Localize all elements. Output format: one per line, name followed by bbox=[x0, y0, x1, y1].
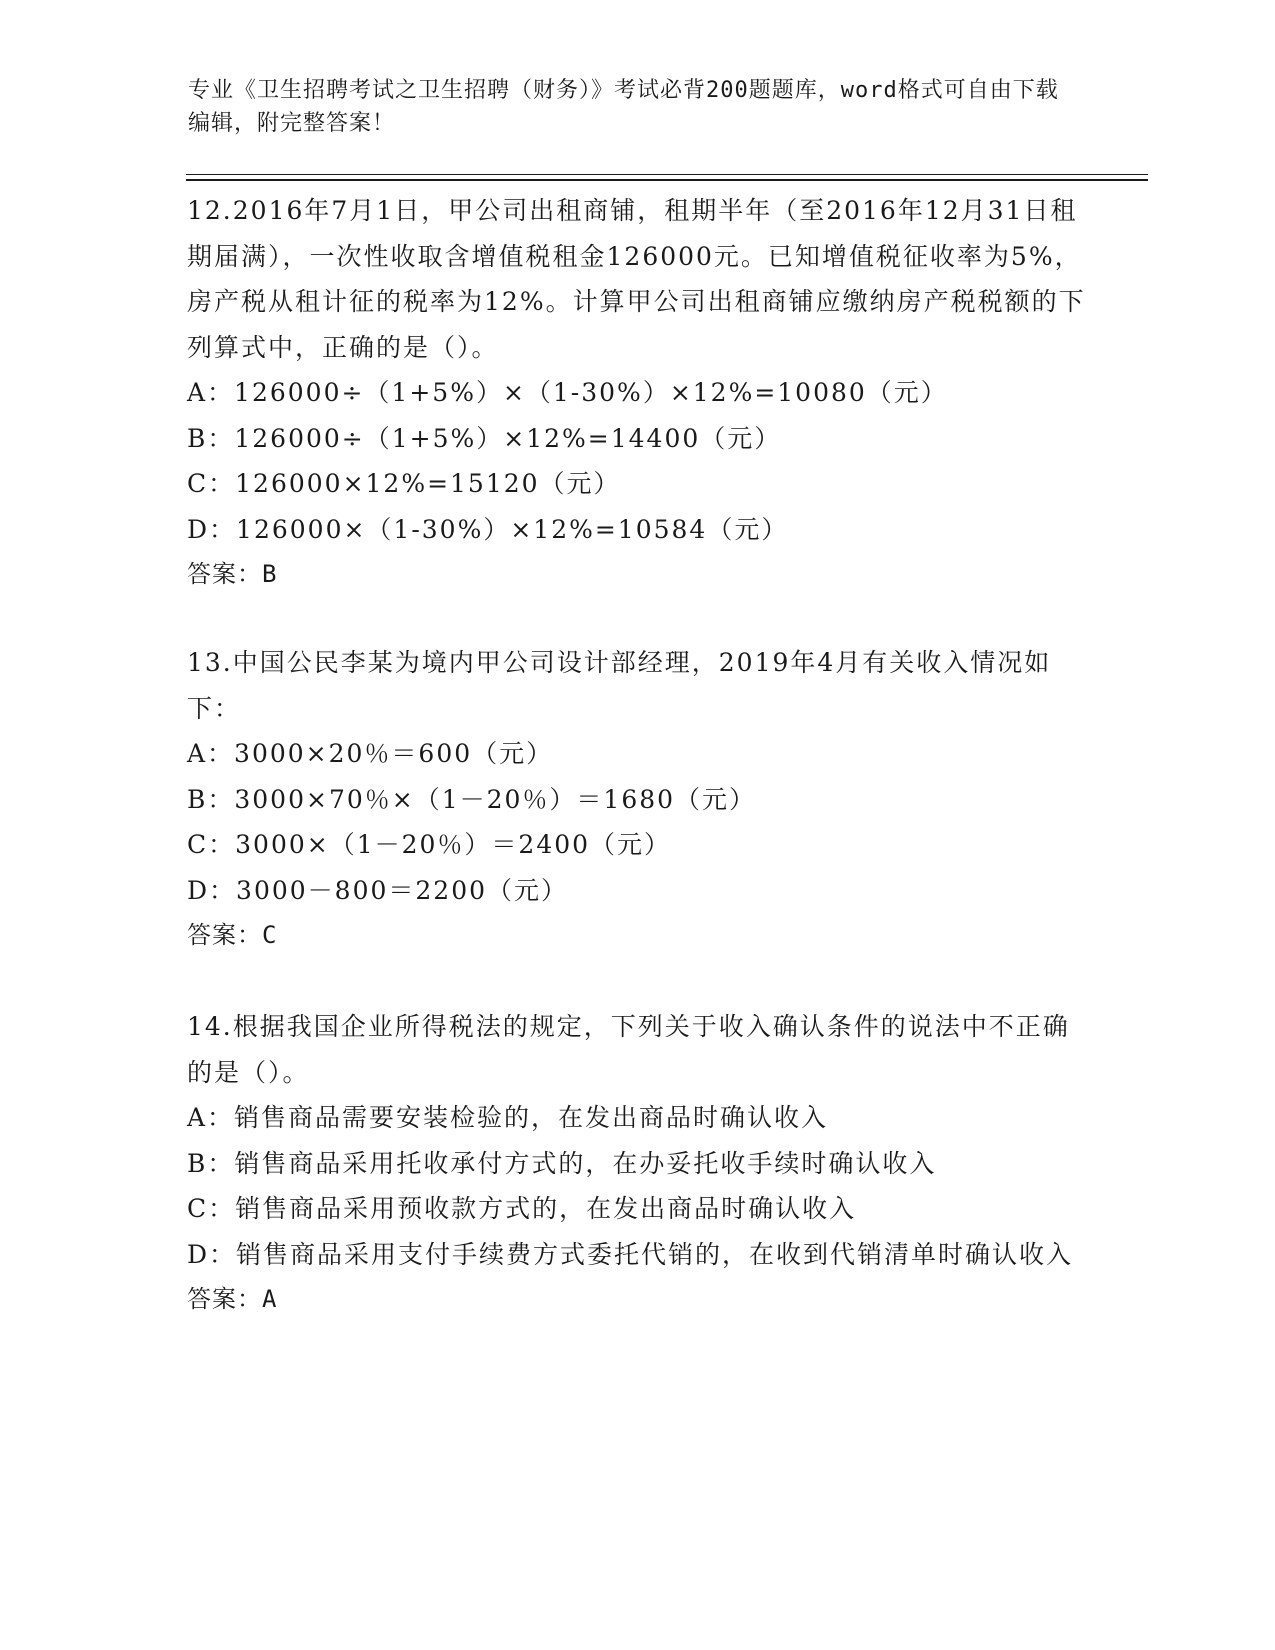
option-b: B：3000×70％×（1－20％）＝1680（元） bbox=[187, 784, 757, 814]
question-13 bbox=[187, 640, 1087, 959]
question-14 bbox=[187, 1004, 1087, 1323]
document-header: 专业《卫生招聘考试之卫生招聘（财务）》考试必背200题题库，word格式可自由下载编辑，附完整答案！ bbox=[188, 78, 1059, 136]
option-d: D：3000－800＝2200（元） bbox=[187, 875, 569, 905]
question-12 bbox=[187, 188, 1087, 598]
question-stem: 12.2016年7月1日，甲公司出租商铺，租期半年（至2016年12月31日租期届满），一次性收取含增值税租金126000元。已知增值税征收率为5%，房产税从租计征的税率为12%。计算甲公司出租商铺应缴纳房产税税额的下列算式中，正确的是（）。 bbox=[187, 196, 1086, 362]
option-c: C：销售商品采用预收款方式的，在发出商品时确认收入 bbox=[187, 1194, 857, 1223]
option-d: D：126000×（1-30%）×12%=10584（元） bbox=[187, 514, 789, 544]
option-c: C：3000×（1－20％）＝2400（元） bbox=[187, 830, 672, 859]
answer: 答案：C bbox=[187, 921, 278, 949]
answer: 答案：B bbox=[187, 560, 278, 588]
option-a: A：126000÷（1+5%）×（1-30%）×12%=10080（元） bbox=[187, 378, 948, 407]
question-stem: 13.中国公民李某为境内甲公司设计部经理，2019年4月有关收入情况如下： bbox=[187, 648, 1052, 723]
option-a: A：销售商品需要安装检验的，在发出商品时确认收入 bbox=[187, 1103, 829, 1132]
option-b: B：销售商品采用托收承付方式的，在办妥托收手续时确认收入 bbox=[187, 1148, 937, 1178]
option-b: B：126000÷（1+5%）×12%=14400（元） bbox=[187, 423, 782, 453]
answer: 答案：A bbox=[187, 1285, 278, 1313]
header-divider-thin bbox=[186, 174, 1148, 175]
option-a: A：3000×20％＝600（元） bbox=[187, 739, 554, 768]
question-stem: 14.根据我国企业所得税法的规定，下列关于收入确认条件的说法中不正确的是（）。 bbox=[187, 1012, 1070, 1087]
option-d: D：销售商品采用支付手续费方式委托代销的，在收到代销清单时确认收入 bbox=[187, 1239, 1074, 1269]
option-c: C：126000×12%=15120（元） bbox=[187, 469, 621, 498]
header-divider-thick bbox=[186, 179, 1148, 181]
